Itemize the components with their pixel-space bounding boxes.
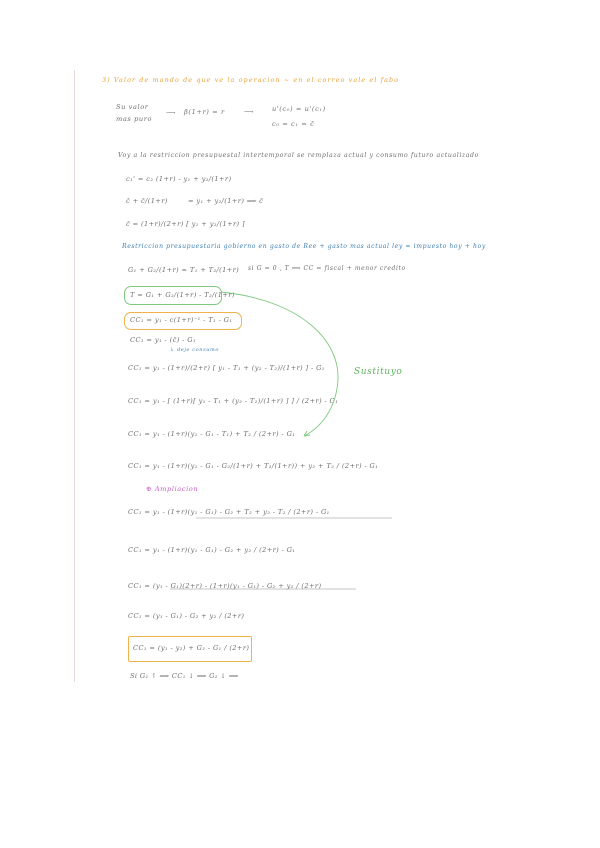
problem-title: 3) Valor de mando de que ve la operacion ~ en el correo vale el fabo <box>102 76 400 84</box>
block1-label-2: mas puro <box>116 115 153 123</box>
equation-a2-mid: = y₁ + y₂/(1+r) ⟹ c̄ <box>188 197 264 205</box>
block1-expression: β(1+r) = r <box>184 108 225 116</box>
conclusion-line: Si G₁ ↑ ⟹ CC₁ ↓ ⟹ G₂ ↓ ⟹ <box>130 672 239 680</box>
block1-result-2: c₀ = c₁ = c̄ <box>272 120 315 128</box>
step-6: CC₁ = y₁ - (1+r)(y₁ - G₁) - G₂ + y₂ / (2+r) - G₁ <box>128 546 296 554</box>
equation-a2-left: c̄ + c̄/(1+r) <box>126 197 168 205</box>
fiscal-note: si G = 0 , T ⟹ CC = fiscal + menor credito <box>248 265 406 272</box>
current-account-definition: CC₁ = y₁ - c(1+r)⁻¹ - T₁ - G₁ <box>130 316 233 324</box>
green-connector-arrow <box>221 292 338 436</box>
step-3: CC₁ = y₁ - (1+r)(y₁ - G₁ - T₁) + T₂ / (2+r) - G₁ <box>128 430 296 438</box>
consumption-note: ↳ deje consumo <box>170 347 220 353</box>
step-1: CC₁ = y₁ - (1+r)/(2+r) [ y₁ - T₁ + (y₂ - T₂)/(1+r) ] - G₁ <box>128 364 325 372</box>
government-budget-note: Restriccion presupuestaria gobierno en gasto de Ree + gasto mas actual ley = impuesto hoy + hoy <box>122 243 486 250</box>
government-constraint: G₁ + G₂/(1+r) = T₁ + T₂/(1+r) <box>128 266 240 274</box>
equation-a1: c₁' = c₂ (1+r) - y₁ + y₂/(1+r) <box>126 175 232 183</box>
substitution-note: Sustituyo <box>354 367 403 377</box>
step-2: CC₁ = y₁ - [ (1+r)[ y₁ - T₁ + (y₂ - T₂)/(1+r) ] ] / (2+r) - G₁ <box>128 397 339 405</box>
step-8: CC₁ = (y₁ - G₁) - G₂ + y₂ / (2+r) <box>128 612 245 620</box>
equation-a3: c̄ = (1+r)/(2+r) [ y₁ + y₂/(1+r) ] <box>126 220 245 228</box>
step-4: CC₁ = y₁ - (1+r)(y₁ - G₁ - G₂/(1+r) + T₂/(1+r)) + y₂ + T₂ / (2+r) - G₁ <box>128 462 379 470</box>
budget-note: Voy a la restriccion presupuestal intertemporal se remplaza actual y consumo futuro actualizado <box>118 152 479 159</box>
final-result: CC₁ = (y₁ - y₂) + G₂ - G₁ / (2+r) <box>133 644 250 652</box>
current-account-small: CC₁ = y₁ - (c̄) - G₁ <box>130 336 197 344</box>
step-7: CC₁ = (y₁ - G₁)(2+r) - (1+r)(y₁ - G₁) - G₂ + y₂ / (2+r) <box>128 582 322 590</box>
block1-label-1: Su valor <box>116 103 149 111</box>
amplification-note: ⊕ Ampliacion <box>146 485 199 493</box>
arrow-1: ⟶ <box>166 109 177 117</box>
step-5: CC₁ = y₁ - (1+r)(y₁ - G₁) - G₂ + T₂ + y₂ - T₂ / (2+r) - G₁ <box>128 508 330 516</box>
arrow-2: ⟶ <box>244 108 255 116</box>
block1-result-1: u'(c₀) = u'(c₁) <box>272 105 326 113</box>
taxes-equation: T = G₁ + G₂/(1+r) - T₂/(1+r) <box>130 291 235 299</box>
